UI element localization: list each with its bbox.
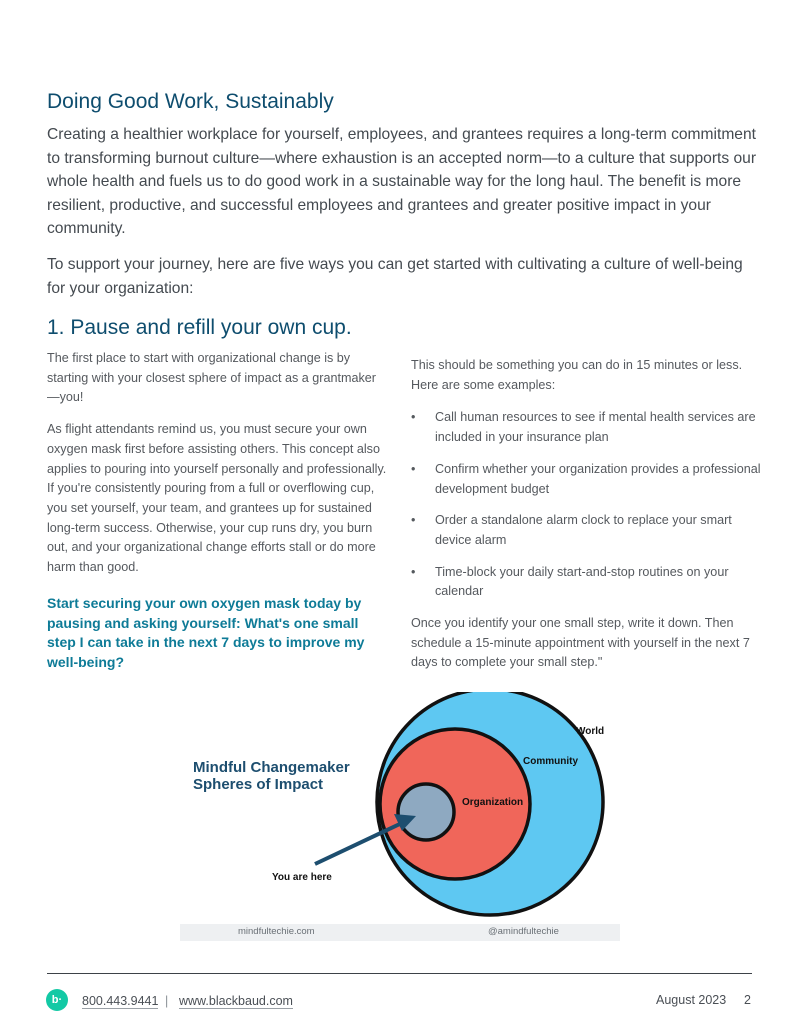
bullet-icon: • (411, 461, 416, 476)
step-heading: 1. Pause and refill your own cup. (47, 316, 352, 339)
footer-date: August 2023 (656, 993, 727, 1007)
left-paragraph-1: The first place to start with organizational change is by starting with your closest sphere of impact as a grantmaker—you! (47, 351, 376, 405)
section-title: Doing Good Work, Sustainably (47, 90, 334, 113)
page-number: 2 (744, 993, 751, 1007)
footer-phone[interactable]: 800.443.9441 (82, 994, 159, 1008)
right-column (411, 356, 761, 673)
callout-text: Start securing your own oxygen mask today by pausing and asking yourself: What's one small step I can take in the next 7 days to improve my well-being? (47, 595, 365, 670)
list-item: • Call human resources to see if mental health services are included in your insurance plan (411, 410, 756, 445)
figure-credit-bar (180, 924, 620, 941)
left-column (47, 349, 387, 590)
spheres-of-impact-figure (180, 692, 620, 941)
footer-separator: | (165, 994, 169, 1008)
label-organization: Organization (462, 797, 524, 808)
label-you-are-here: You are here (272, 872, 332, 883)
bullet-icon: • (411, 410, 416, 425)
self-circle (398, 784, 454, 840)
intro-paragraph: Creating a healthier workplace for yourself, employees, and grantees requires a long-term commitment to transforming burnout culture—where exhaustion is an accepted norm—to a culture that supports our whole health and fuels us to do good work in a sustainable way for the long haul. The benefit is more resilient, productive, and successful employees and grantees and greater positive impact in your community. (47, 126, 757, 238)
bullet-icon: • (411, 564, 416, 579)
list-item: • Time-block your daily start-and-stop routines on your calendar (411, 564, 729, 599)
right-intro: This should be something you can do in 15 minutes or less. Here are some examples: (411, 358, 743, 392)
intro-paragraph-2: To support your journey, here are five ways you can get started with cultivating a culture of well-being for your organization: (47, 256, 743, 297)
bullet-icon: • (411, 513, 416, 528)
figure-title-line2: Spheres of Impact (193, 776, 324, 793)
footer-divider (47, 973, 752, 974)
left-paragraph-2: As flight attendants remind us, you must secure your own oxygen mask first before assisting others. This concept also applies to pouring into yourself personally and professionally. If you're consistently pouring from a full or overflowing cup, you set yourself, your team, and grantees up for sustained long-term success. Otherwise, your cup runs dry, you burn out, and your organizational change efforts stall or do more harm than good. (47, 422, 387, 575)
list-item: • Order a standalone alarm clock to replace your smart device alarm (411, 513, 732, 547)
credit-website: mindfultechie.com (238, 926, 315, 937)
closing-paragraph: Once you identify your one small step, write it down. Then schedule a 15-minute appointment with yourself in the next 7 days to complete your small step." (411, 616, 750, 670)
footer-website-link[interactable]: www.blackbaud.com (179, 994, 293, 1008)
label-world: World (576, 726, 605, 737)
figure-title-line1: Mindful Changemaker (193, 759, 350, 776)
blackbaud-logo-icon: b· (46, 989, 68, 1011)
label-community: Community (523, 756, 578, 767)
examples-list (411, 408, 761, 602)
spheres-diagram (180, 692, 620, 924)
list-item: • Confirm whether your organization provides a professional development budget (411, 461, 761, 496)
credit-handle: @amindfultechie (488, 926, 559, 937)
